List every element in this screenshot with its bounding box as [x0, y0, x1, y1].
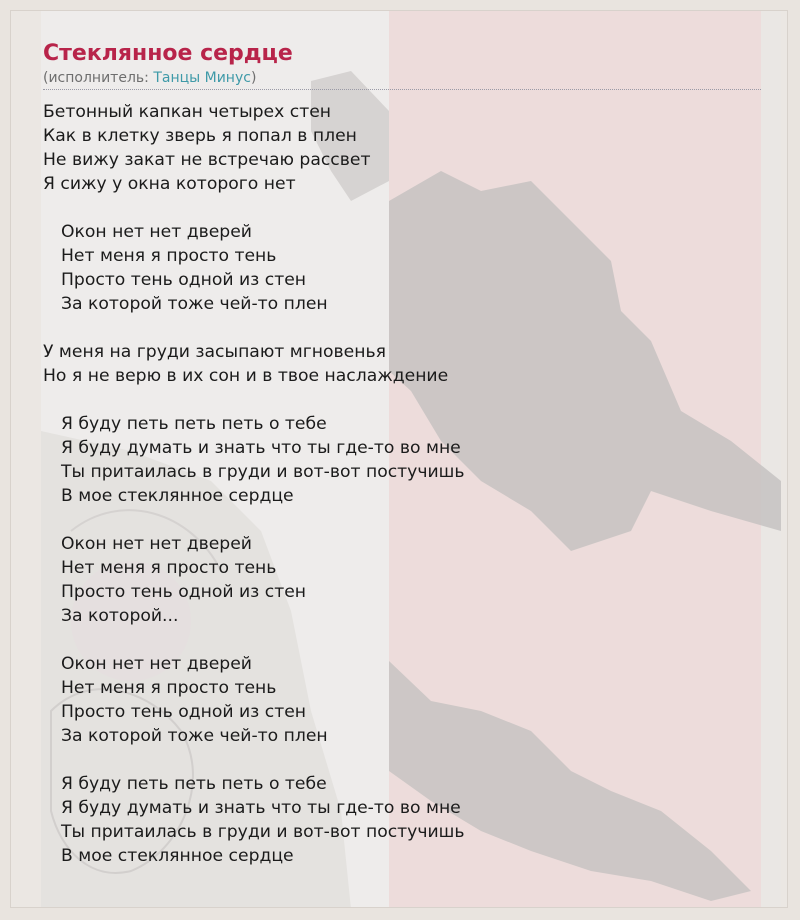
lyrics-stanza [43, 220, 761, 316]
lyrics-line: Но я не верю в их сон и в твое наслаждение [43, 366, 449, 386]
lyrics-line: Я буду думать и знать что ты где-то во мне [61, 438, 461, 458]
lyrics-stanza [43, 532, 761, 628]
lyrics-line: Я буду петь петь петь о тебе [61, 414, 327, 434]
lyrics-line: Просто тень одной из стен [61, 702, 307, 722]
lyrics-line: За которой тоже чей-то плен [61, 294, 328, 314]
lyrics-line: В мое стеклянное сердце [61, 846, 294, 866]
lyrics-line: За которой... [61, 606, 179, 626]
lyrics-line: Окон нет нет дверей [61, 222, 252, 242]
lyrics-line: Я буду петь петь петь о тебе [61, 774, 327, 794]
title-divider [43, 89, 761, 90]
lyrics-line: Нет меня я просто тень [61, 678, 277, 698]
lyrics [43, 100, 761, 868]
artist-line [43, 69, 761, 87]
lyrics-stanza [43, 772, 761, 868]
artist-suffix: ) [250, 70, 257, 86]
lyrics-line: Просто тень одной из стен [61, 582, 307, 602]
artist-link[interactable]: Танцы Минус [153, 70, 251, 86]
song-title: Стеклянное сердце [43, 41, 293, 66]
lyrics-line: Просто тень одной из стен [61, 270, 307, 290]
lyrics-line: За которой тоже чей-то плен [61, 726, 328, 746]
lyrics-line: Как в клетку зверь я попал в плен [43, 126, 357, 146]
lyrics-line: Окон нет нет дверей [61, 654, 252, 674]
lyrics-line: Я сижу у окна которого нет [43, 174, 296, 194]
lyrics-line: Нет меня я просто тень [61, 558, 277, 578]
artist-prefix: (исполнитель: [43, 70, 154, 86]
lyrics-line: Ты притаилась в груди и вот-вот постучишь [61, 822, 465, 842]
lyrics-line: В мое стеклянное сердце [61, 486, 294, 506]
lyrics-line: Нет меня я просто тень [61, 246, 277, 266]
lyrics-stanza [43, 100, 761, 196]
lyrics-line: Не вижу закат не встречаю рассвет [43, 150, 371, 170]
lyrics-line: Бетонный капкан четырех стен [43, 102, 332, 122]
song-content [43, 39, 761, 892]
lyrics-stanza [43, 340, 761, 388]
lyrics-stanza [43, 652, 761, 748]
lyrics-line: Ты притаилась в груди и вот-вот постучишь [61, 462, 465, 482]
lyrics-line: Я буду думать и знать что ты где-то во мне [61, 798, 461, 818]
page-frame [10, 10, 788, 908]
lyrics-stanza [43, 412, 761, 508]
lyrics-line: У меня на груди засыпают мгновенья [43, 342, 386, 362]
lyrics-line: Окон нет нет дверей [61, 534, 252, 554]
